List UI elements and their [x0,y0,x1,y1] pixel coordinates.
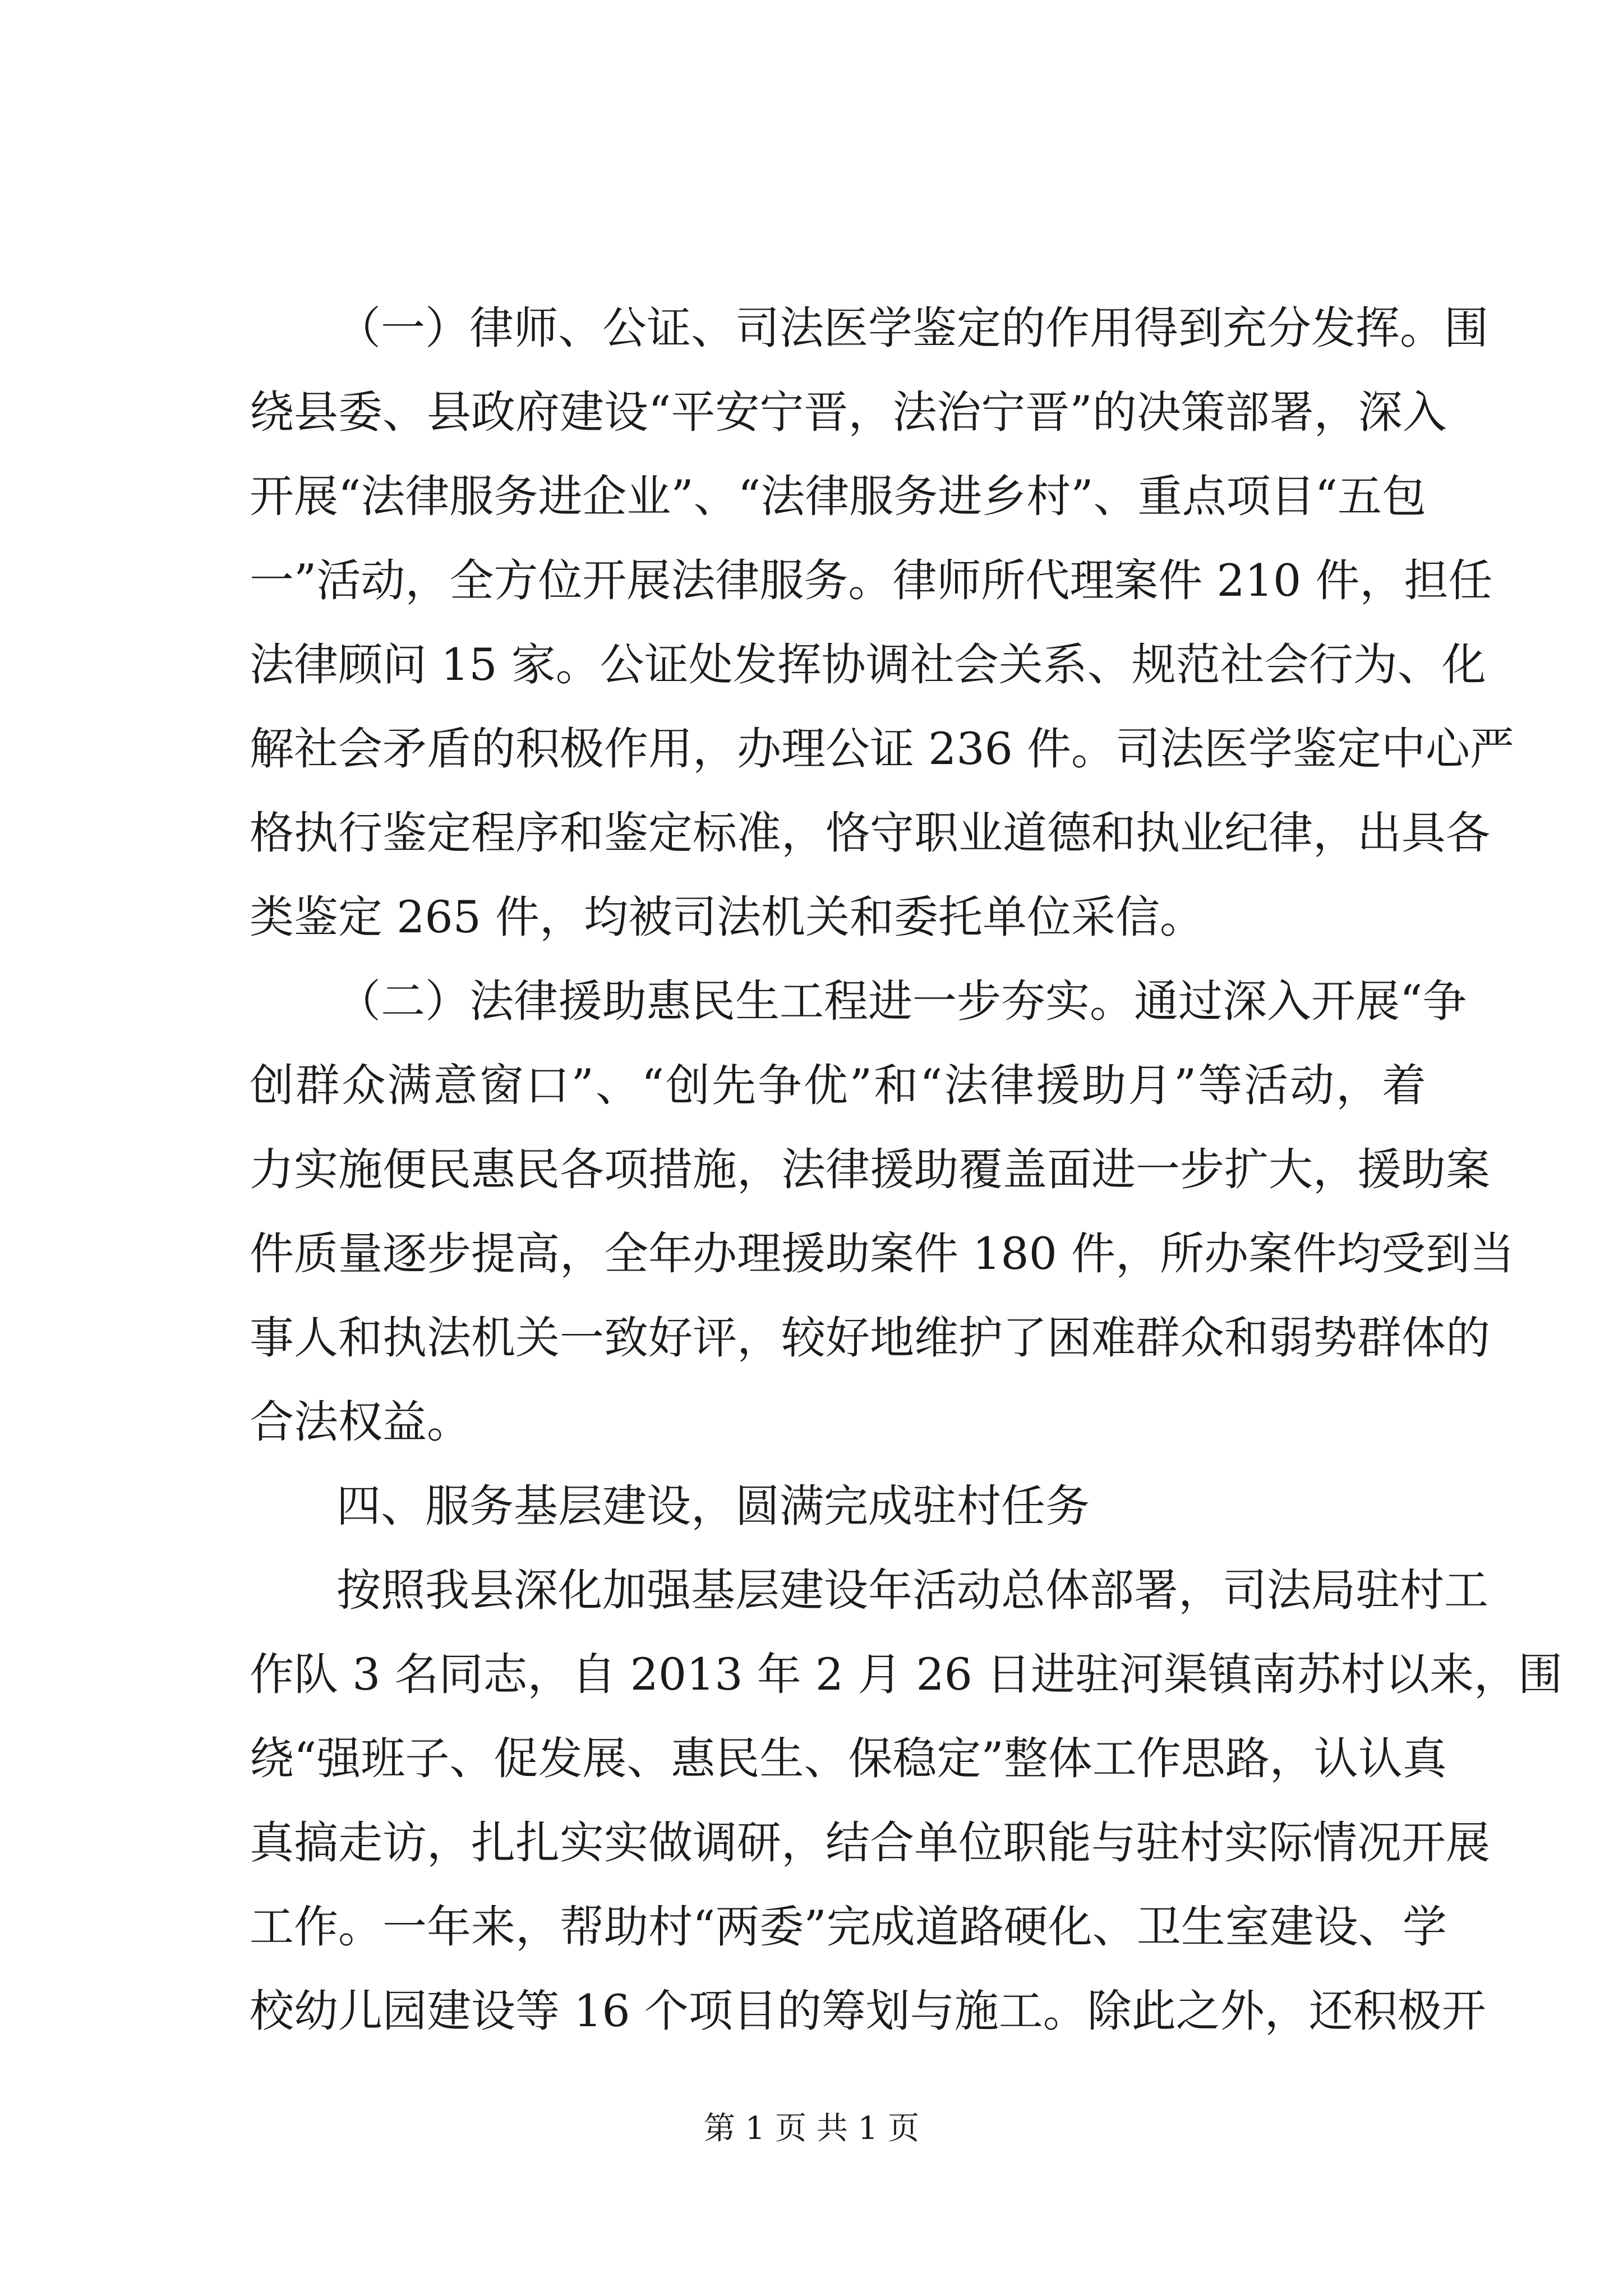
section-heading: 四、服务基层建设，圆满完成驻村任务 [336,1480,1090,1532]
paragraph-3-line-1: 按照我县深化加强基层建设年活动总体部署，司法局驻村工 [336,1565,1488,1616]
paragraph-1-line-2: 绕县委、县政府建设“平安宁晋，法治宁晋”的决策部署，深入 [250,386,1447,438]
paragraph-1-line-8: 类鉴定 265 件，均被司法机关和委托单位采信。 [250,891,1205,943]
paragraph-2-line-1: （二）法律援助惠民生工程进一步夯实。通过深入开展“争 [336,976,1467,1027]
paragraph-3-line-2: 作队 3 名同志，自 2013 年 2 月 26 日进驻河渠镇南苏村以来，围 [250,1649,1562,1700]
paragraph-2-line-6: 合法权益。 [250,1396,471,1448]
document-body [250,286,1562,2053]
paragraph-1-line-1: （一）律师、公证、司法医学鉴定的作用得到充分发挥。围 [336,302,1488,354]
paragraph-1-line-5: 法律顾问 15 家。公证处发挥协调社会关系、规范社会行为、化 [250,639,1486,691]
paragraph-1-line-4: 一”活动，全方位开展法律服务。律师所代理案件 210 件，担任 [250,555,1493,606]
paragraph-3-line-3: 绕“强班子、促发展、惠民生、保稳定”整体工作思路，认认真 [250,1733,1447,1784]
paragraph-1-line-7: 格执行鉴定程序和鉴定标准，恪守职业道德和执业纪律，出具各 [250,807,1490,859]
paragraph-2-line-5: 事人和执法机关一致好评，较好地维护了困难群众和弱势群体的 [250,1312,1490,1364]
paragraph-2-line-2: 创群众满意窗口”、“创先争优”和“法律援助月”等活动，着 [250,1060,1426,1111]
paragraph-3-line-6: 校幼儿园建设等 16 个项目的筹划与施工。除此之外，还积极开 [250,1985,1486,2037]
paragraph-1-line-6: 解社会矛盾的积极作用，办理公证 236 件。司法医学鉴定中心严 [250,723,1515,775]
paragraph-2-line-4: 件质量逐步提高，全年办理援助案件 180 件，所办案件均受到当 [250,1228,1515,1280]
paragraph-3-line-4: 真搞走访，扎扎实实做调研，结合单位职能与驻村实际情况开展 [250,1817,1490,1869]
paragraph-3-line-5: 工作。一年来，帮助村“两委”完成道路硬化、卫生室建设、学 [250,1901,1447,1953]
paragraph-1-line-3: 开展“法律服务进企业”、“法律服务进乡村”、重点项目“五包 [250,471,1426,522]
paragraph-2-line-3: 力实施便民惠民各项措施，法律援助覆盖面进一步扩大，援助案 [250,1144,1490,1195]
page-footer: 第 1 页 共 1 页 [703,2110,920,2147]
